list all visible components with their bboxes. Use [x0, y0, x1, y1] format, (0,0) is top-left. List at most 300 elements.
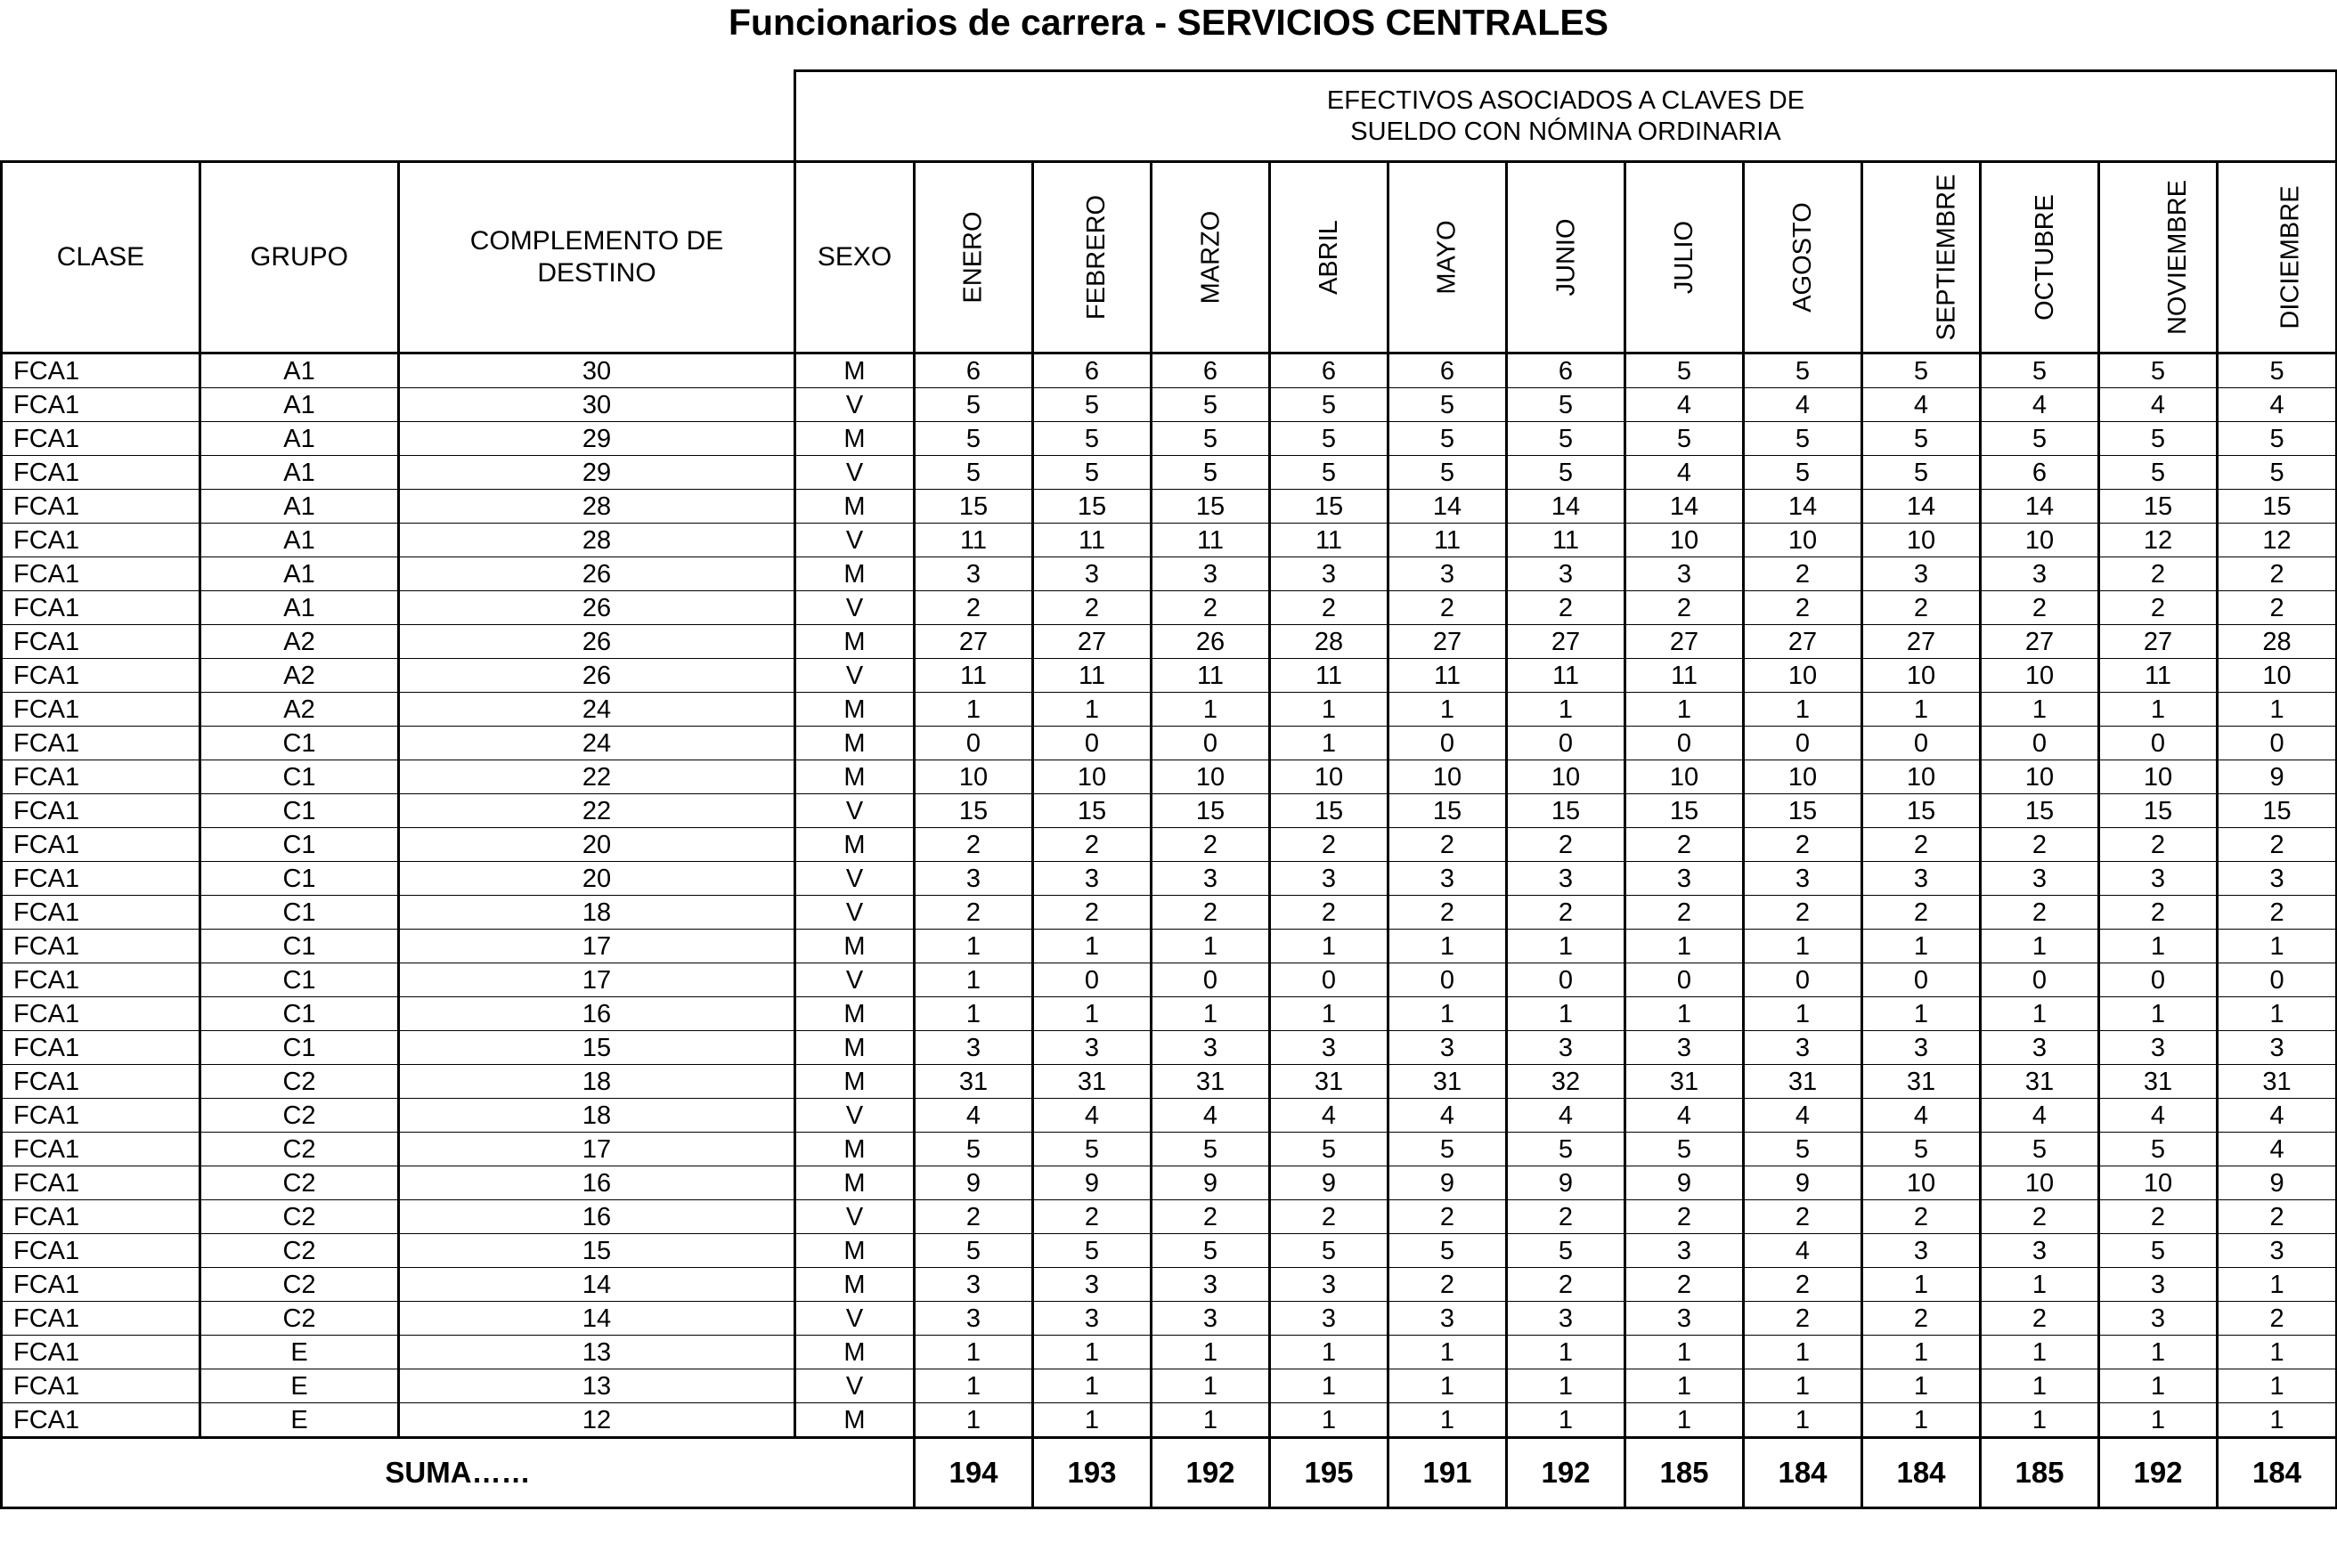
table-row	[2, 1369, 2337, 1403]
cell-month-value: 1	[1744, 1336, 1862, 1369]
cell-complemento: 24	[399, 693, 795, 727]
sum-value: 185	[1625, 1438, 1744, 1508]
cell-month-value: 11	[915, 659, 1033, 693]
cell-grupo: C2	[200, 1133, 399, 1166]
cell-month-value: 27	[1744, 625, 1862, 659]
table-row	[2, 388, 2337, 422]
cell-month-value: 27	[2099, 625, 2218, 659]
cell-month-value: 5	[1744, 1133, 1862, 1166]
cell-month-value: 2	[2099, 1200, 2218, 1234]
cell-month-value: 9	[915, 1166, 1033, 1200]
cell-month-value: 10	[1981, 659, 2099, 693]
cell-sexo: V	[795, 591, 915, 625]
cell-complemento: 26	[399, 591, 795, 625]
month-label: FEBRERO	[1082, 194, 1112, 321]
cell-month-value: 2	[1625, 896, 1744, 930]
cell-month-value: 3	[1862, 862, 1981, 896]
cell-month-value: 3	[1033, 1302, 1152, 1336]
cell-complemento: 20	[399, 828, 795, 862]
cell-month-value: 6	[915, 353, 1033, 388]
page-title: Funcionarios de carrera - SERVICIOS CENTRALES	[728, 2, 1609, 43]
cell-month-value: 5	[1033, 1133, 1152, 1166]
cell-month-value: 2	[1270, 896, 1388, 930]
cell-month-value: 1	[1388, 930, 1507, 963]
cell-month-value: 0	[1507, 727, 1625, 760]
cell-month-value: 1	[1507, 693, 1625, 727]
cell-month-value: 31	[2099, 1065, 2218, 1099]
cell-month-value: 15	[1388, 794, 1507, 828]
cell-month-value: 5	[1625, 422, 1744, 456]
cell-month-value: 6	[1033, 353, 1152, 388]
group-header	[795, 71, 2337, 162]
cell-month-value: 15	[1033, 490, 1152, 524]
cell-month-value: 3	[2218, 1031, 2337, 1065]
cell-clase: FCA1	[2, 794, 200, 828]
cell-month-value: 1	[1152, 1403, 1270, 1438]
cell-month-value: 2	[1981, 828, 2099, 862]
cell-month-value: 1	[2218, 930, 2337, 963]
cell-month-value: 31	[1981, 1065, 2099, 1099]
cell-month-value: 10	[1862, 760, 1981, 794]
cell-grupo: E	[200, 1336, 399, 1369]
table-row	[2, 862, 2337, 896]
cell-month-value: 3	[1033, 1268, 1152, 1302]
cell-month-value: 10	[1507, 760, 1625, 794]
cell-month-value: 9	[1270, 1166, 1388, 1200]
cell-month-value: 0	[2218, 963, 2337, 997]
cell-month-value: 9	[1033, 1166, 1152, 1200]
cell-month-value: 5	[1270, 388, 1388, 422]
col-header-month	[1270, 162, 1388, 353]
cell-month-value: 2	[1033, 1200, 1152, 1234]
col-header-month	[1388, 162, 1507, 353]
group-header-text: EFECTIVOS ASOCIADOS A CLAVES DE SUELDO CON NÓMINA ORDINARIA	[1326, 85, 1805, 146]
col-header-sexo: SEXO	[795, 162, 915, 353]
cell-month-value: 1	[1270, 693, 1388, 727]
cell-month-value: 5	[1981, 422, 2099, 456]
cell-month-value: 10	[1625, 760, 1744, 794]
cell-sexo: V	[795, 456, 915, 490]
cell-month-value: 1	[1981, 1369, 2099, 1403]
cell-month-value: 2	[1152, 896, 1270, 930]
cell-grupo: C1	[200, 896, 399, 930]
cell-month-value: 2	[1744, 557, 1862, 591]
cell-month-value: 0	[2099, 963, 2218, 997]
cell-month-value: 0	[1862, 727, 1981, 760]
cell-month-value: 32	[1507, 1065, 1625, 1099]
cell-month-value: 31	[2218, 1065, 2337, 1099]
month-label: AGOSTO	[1788, 202, 1817, 313]
cell-month-value: 5	[2218, 422, 2337, 456]
cell-month-value: 3	[1507, 1031, 1625, 1065]
cell-sexo: V	[795, 862, 915, 896]
cell-month-value: 10	[1152, 760, 1270, 794]
cell-month-value: 2	[915, 1200, 1033, 1234]
table-row	[2, 1031, 2337, 1065]
cell-complemento: 12	[399, 1403, 795, 1438]
cell-month-value: 15	[1152, 490, 1270, 524]
group-header-row	[2, 71, 2337, 162]
cell-month-value: 1	[1625, 930, 1744, 963]
cell-month-value: 1	[1625, 1403, 1744, 1438]
cell-month-value: 3	[2099, 1302, 2218, 1336]
cell-month-value: 3	[1033, 1031, 1152, 1065]
cell-complemento: 26	[399, 625, 795, 659]
cell-clase: FCA1	[2, 862, 200, 896]
sum-value: 192	[1507, 1438, 1625, 1508]
cell-complemento: 18	[399, 1099, 795, 1133]
cell-month-value: 5	[2099, 1234, 2218, 1268]
cell-month-value: 1	[915, 963, 1033, 997]
sum-value: 184	[1744, 1438, 1862, 1508]
cell-complemento: 15	[399, 1031, 795, 1065]
cell-month-value: 2	[2218, 828, 2337, 862]
cell-sexo: V	[795, 388, 915, 422]
cell-month-value: 6	[1507, 353, 1625, 388]
cell-complemento: 22	[399, 760, 795, 794]
cell-month-value: 2	[1033, 896, 1152, 930]
col-header-month	[1744, 162, 1862, 353]
cell-month-value: 2	[1862, 1302, 1981, 1336]
cell-month-value: 2	[1744, 591, 1862, 625]
cell-month-value: 1	[1981, 1403, 2099, 1438]
table-row	[2, 794, 2337, 828]
cell-month-value: 0	[1625, 727, 1744, 760]
cell-month-value: 3	[1388, 862, 1507, 896]
cell-month-value: 2	[915, 828, 1033, 862]
cell-month-value: 0	[1744, 727, 1862, 760]
cell-month-value: 15	[1744, 794, 1862, 828]
cell-month-value: 1	[2218, 693, 2337, 727]
cell-month-value: 10	[1981, 524, 2099, 557]
cell-month-value: 0	[1388, 727, 1507, 760]
cell-month-value: 1	[915, 693, 1033, 727]
cell-month-value: 1	[1862, 1268, 1981, 1302]
cell-clase: FCA1	[2, 1133, 200, 1166]
cell-month-value: 2	[1862, 896, 1981, 930]
cell-month-value: 10	[2218, 659, 2337, 693]
month-label: MARZO	[1196, 210, 1225, 305]
cell-month-value: 0	[2099, 727, 2218, 760]
cell-grupo: C1	[200, 794, 399, 828]
cell-month-value: 12	[2099, 524, 2218, 557]
cell-month-value: 27	[1033, 625, 1152, 659]
cell-month-value: 12	[2218, 524, 2337, 557]
cell-complemento: 28	[399, 490, 795, 524]
cell-month-value: 2	[1981, 591, 2099, 625]
cell-month-value: 1	[1744, 1403, 1862, 1438]
cell-month-value: 31	[915, 1065, 1033, 1099]
cell-month-value: 3	[1507, 862, 1625, 896]
cell-month-value: 2	[2218, 591, 2337, 625]
col-header-grupo: GRUPO	[200, 162, 399, 353]
cell-month-value: 5	[1744, 353, 1862, 388]
cell-complemento: 16	[399, 997, 795, 1031]
cell-month-value: 1	[1744, 997, 1862, 1031]
cell-grupo: C2	[200, 1200, 399, 1234]
cell-month-value: 9	[1152, 1166, 1270, 1200]
sum-value: 184	[2218, 1438, 2337, 1508]
cell-month-value: 0	[1388, 963, 1507, 997]
cell-month-value: 5	[915, 1133, 1033, 1166]
table-row	[2, 896, 2337, 930]
cell-month-value: 9	[1388, 1166, 1507, 1200]
table-row	[2, 490, 2337, 524]
cell-month-value: 3	[1981, 1031, 2099, 1065]
cell-complemento: 15	[399, 1234, 795, 1268]
cell-month-value: 5	[1033, 422, 1152, 456]
cell-month-value: 1	[1152, 1369, 1270, 1403]
cell-month-value: 3	[1625, 557, 1744, 591]
cell-month-value: 3	[915, 862, 1033, 896]
column-header-row	[2, 162, 2337, 353]
cell-grupo: C2	[200, 1234, 399, 1268]
cell-month-value: 4	[915, 1099, 1033, 1133]
cell-month-value: 27	[1388, 625, 1507, 659]
cell-month-value: 1	[1507, 1403, 1625, 1438]
cell-grupo: A1	[200, 456, 399, 490]
cell-month-value: 15	[915, 794, 1033, 828]
cell-month-value: 0	[1507, 963, 1625, 997]
cell-month-value: 3	[1625, 1234, 1744, 1268]
cell-complemento: 17	[399, 1133, 795, 1166]
cell-month-value: 2	[1388, 896, 1507, 930]
cell-month-value: 1	[2099, 693, 2218, 727]
cell-month-value: 14	[1625, 490, 1744, 524]
cell-month-value: 5	[1270, 422, 1388, 456]
cell-month-value: 15	[2099, 490, 2218, 524]
cell-month-value: 14	[1507, 490, 1625, 524]
cell-month-value: 0	[1981, 727, 2099, 760]
cell-sexo: M	[795, 625, 915, 659]
cell-month-value: 3	[1744, 862, 1862, 896]
cell-month-value: 3	[915, 1302, 1033, 1336]
cell-grupo: E	[200, 1369, 399, 1403]
col-header-month	[1033, 162, 1152, 353]
cell-month-value: 2	[2218, 896, 2337, 930]
cell-complemento: 28	[399, 524, 795, 557]
cell-month-value: 1	[2099, 1336, 2218, 1369]
cell-month-value: 4	[2218, 1133, 2337, 1166]
cell-month-value: 2	[1507, 896, 1625, 930]
cell-month-value: 3	[1862, 557, 1981, 591]
month-label: SEPTIEMBRE	[1932, 174, 1961, 341]
sum-value: 192	[2099, 1438, 2218, 1508]
cell-month-value: 5	[1152, 1234, 1270, 1268]
table-row	[2, 1234, 2337, 1268]
cell-clase: FCA1	[2, 1200, 200, 1234]
cell-clase: FCA1	[2, 456, 200, 490]
cell-clase: FCA1	[2, 353, 200, 388]
cell-month-value: 3	[1152, 557, 1270, 591]
cell-month-value: 5	[1388, 1133, 1507, 1166]
cell-month-value: 10	[1625, 524, 1744, 557]
cell-month-value: 0	[915, 727, 1033, 760]
cell-sexo: M	[795, 997, 915, 1031]
cell-month-value: 15	[1033, 794, 1152, 828]
cell-month-value: 5	[1270, 1133, 1388, 1166]
cell-month-value: 5	[1507, 388, 1625, 422]
cell-month-value: 1	[1625, 997, 1744, 1031]
cell-month-value: 1	[1862, 1403, 1981, 1438]
cell-clase: FCA1	[2, 1403, 200, 1438]
cell-month-value: 4	[1033, 1099, 1152, 1133]
cell-month-value: 1	[1033, 693, 1152, 727]
table-row	[2, 1065, 2337, 1099]
sum-value: 192	[1152, 1438, 1270, 1508]
cell-month-value: 11	[1033, 524, 1152, 557]
cell-month-value: 14	[1744, 490, 1862, 524]
cell-sexo: M	[795, 828, 915, 862]
cell-sexo: V	[795, 524, 915, 557]
cell-month-value: 1	[915, 1369, 1033, 1403]
cell-month-value: 0	[1033, 963, 1152, 997]
month-label: JUNIO	[1551, 218, 1580, 297]
cell-month-value: 11	[1388, 524, 1507, 557]
blank-corner-cell	[2, 71, 795, 162]
cell-month-value: 3	[1625, 862, 1744, 896]
cell-month-value: 6	[1388, 353, 1507, 388]
cell-month-value: 2	[1507, 591, 1625, 625]
table-row	[2, 1099, 2337, 1133]
sum-value: 185	[1981, 1438, 2099, 1508]
cell-clase: FCA1	[2, 1369, 200, 1403]
cell-month-value: 2	[1981, 1200, 2099, 1234]
cell-month-value: 2	[1862, 828, 1981, 862]
cell-month-value: 2	[1625, 828, 1744, 862]
cell-month-value: 1	[1152, 997, 1270, 1031]
cell-month-value: 9	[2218, 1166, 2337, 1200]
cell-month-value: 1	[1862, 930, 1981, 963]
cell-month-value: 3	[2218, 862, 2337, 896]
cell-clase: FCA1	[2, 557, 200, 591]
cell-complemento: 22	[399, 794, 795, 828]
cell-sexo: M	[795, 1234, 915, 1268]
cell-sexo: V	[795, 896, 915, 930]
table-row	[2, 1268, 2337, 1302]
personnel-table	[0, 69, 2337, 1509]
cell-month-value: 5	[1862, 353, 1981, 388]
cell-month-value: 3	[1270, 1031, 1388, 1065]
table-row	[2, 1302, 2337, 1336]
cell-clase: FCA1	[2, 760, 200, 794]
cell-month-value: 28	[1270, 625, 1388, 659]
sum-value: 194	[915, 1438, 1033, 1508]
cell-month-value: 3	[1862, 1031, 1981, 1065]
cell-month-value: 10	[1862, 1166, 1981, 1200]
cell-month-value: 10	[1033, 760, 1152, 794]
cell-month-value: 5	[1981, 353, 2099, 388]
cell-complemento: 29	[399, 456, 795, 490]
cell-sexo: V	[795, 794, 915, 828]
cell-complemento: 14	[399, 1302, 795, 1336]
cell-grupo: C1	[200, 760, 399, 794]
table-row	[2, 422, 2337, 456]
cell-month-value: 1	[1625, 693, 1744, 727]
cell-month-value: 3	[1152, 1302, 1270, 1336]
table-row	[2, 760, 2337, 794]
cell-month-value: 10	[1744, 760, 1862, 794]
cell-month-value: 3	[1862, 1234, 1981, 1268]
sum-value: 195	[1270, 1438, 1388, 1508]
cell-month-value: 5	[2099, 422, 2218, 456]
cell-clase: FCA1	[2, 896, 200, 930]
month-label: OCTUBRE	[2030, 194, 2059, 321]
cell-month-value: 4	[2099, 388, 2218, 422]
table-row	[2, 930, 2337, 963]
cell-sexo: M	[795, 760, 915, 794]
cell-month-value: 5	[1507, 1133, 1625, 1166]
cell-month-value: 5	[2218, 353, 2337, 388]
cell-month-value: 2	[1625, 1268, 1744, 1302]
cell-month-value: 2	[915, 591, 1033, 625]
table-row	[2, 963, 2337, 997]
cell-month-value: 1	[1033, 997, 1152, 1031]
cell-month-value: 10	[1862, 659, 1981, 693]
cell-complemento: 17	[399, 963, 795, 997]
cell-month-value: 1	[2218, 1336, 2337, 1369]
table-row	[2, 693, 2337, 727]
cell-month-value: 5	[915, 388, 1033, 422]
cell-grupo: C1	[200, 727, 399, 760]
cell-clase: FCA1	[2, 828, 200, 862]
cell-sexo: M	[795, 693, 915, 727]
cell-month-value: 3	[1152, 1268, 1270, 1302]
cell-month-value: 10	[1388, 760, 1507, 794]
cell-month-value: 5	[1152, 456, 1270, 490]
col-header-month	[1625, 162, 1744, 353]
cell-month-value: 3	[1270, 1268, 1388, 1302]
cell-month-value: 5	[1862, 1133, 1981, 1166]
cell-month-value: 1	[915, 997, 1033, 1031]
cell-month-value: 27	[1507, 625, 1625, 659]
cell-month-value: 11	[1152, 659, 1270, 693]
cell-month-value: 1	[2099, 1369, 2218, 1403]
cell-month-value: 1	[1033, 930, 1152, 963]
cell-month-value: 1	[1625, 1369, 1744, 1403]
cell-clase: FCA1	[2, 1166, 200, 1200]
cell-month-value: 0	[1625, 963, 1744, 997]
cell-month-value: 3	[915, 1031, 1033, 1065]
cell-month-value: 0	[2218, 727, 2337, 760]
cell-month-value: 1	[1981, 1336, 2099, 1369]
cell-month-value: 5	[1270, 1234, 1388, 1268]
cell-clase: FCA1	[2, 1065, 200, 1099]
cell-grupo: E	[200, 1403, 399, 1438]
cell-month-value: 2	[2099, 591, 2218, 625]
cell-month-value: 5	[915, 1234, 1033, 1268]
cell-month-value: 15	[1981, 794, 2099, 828]
cell-grupo: C1	[200, 997, 399, 1031]
cell-complemento: 17	[399, 930, 795, 963]
table-row	[2, 524, 2337, 557]
cell-month-value: 6	[1270, 353, 1388, 388]
cell-sexo: M	[795, 422, 915, 456]
cell-month-value: 28	[2218, 625, 2337, 659]
cell-clase: FCA1	[2, 490, 200, 524]
sum-value: 191	[1388, 1438, 1507, 1508]
col-header-month	[1507, 162, 1625, 353]
cell-month-value: 31	[1033, 1065, 1152, 1099]
cell-sexo: V	[795, 1369, 915, 1403]
cell-month-value: 1	[915, 1403, 1033, 1438]
cell-month-value: 5	[1388, 422, 1507, 456]
cell-month-value: 11	[915, 524, 1033, 557]
cell-month-value: 14	[1862, 490, 1981, 524]
cell-month-value: 11	[1033, 659, 1152, 693]
cell-month-value: 3	[915, 557, 1033, 591]
cell-month-value: 5	[2099, 353, 2218, 388]
